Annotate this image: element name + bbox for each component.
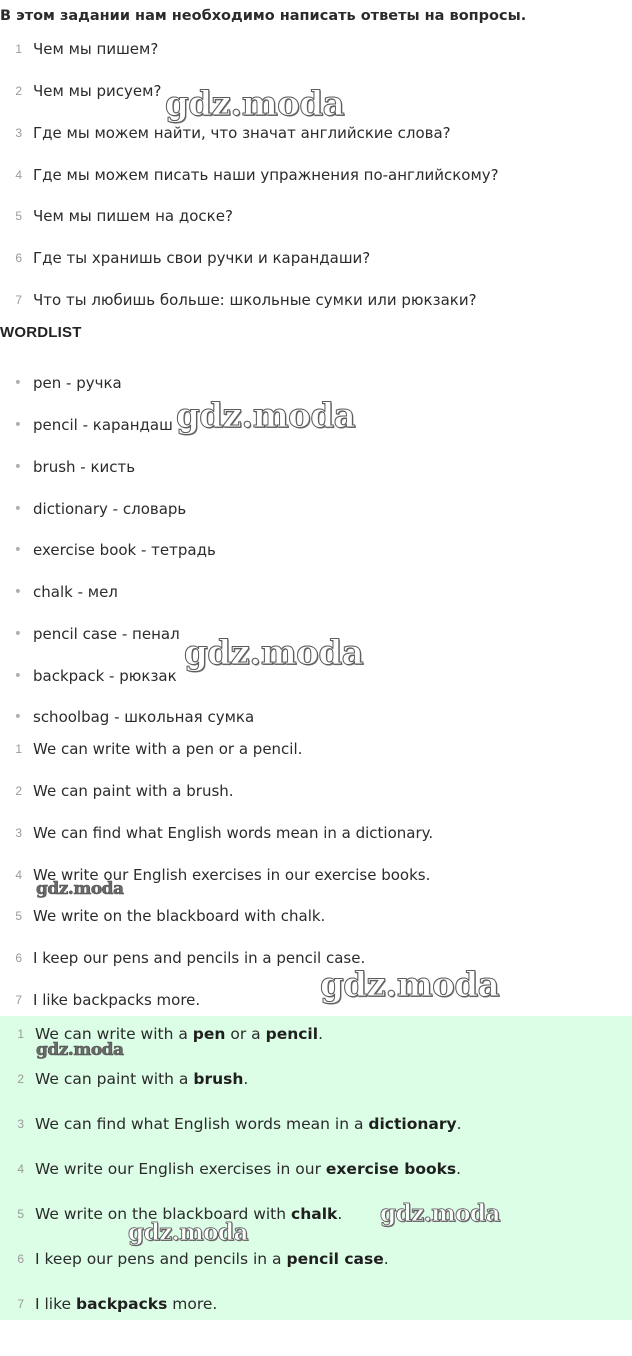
watermark-logo: gdz.moda — [36, 879, 124, 899]
answer-text: I keep our pens and pencils in a pencil case. — [33, 949, 366, 967]
question-number: 4 — [15, 168, 22, 182]
question-text: Чем мы пишем? — [33, 40, 159, 58]
question-text: Где мы можем писать наши упражнения по-английскому? — [33, 166, 499, 184]
wordlist-item — [0, 371, 632, 395]
wordlist-text: schoolbag - школьная сумка — [33, 708, 255, 726]
answer-number: 1 — [17, 1027, 24, 1041]
question-number: 5 — [15, 209, 22, 223]
bullet-icon: • — [13, 459, 22, 475]
answer-text: We write on the blackboard with chalk. — [35, 1205, 343, 1223]
bullet-icon: • — [13, 668, 22, 684]
answer-number: 3 — [17, 1117, 24, 1131]
bullet-icon: • — [13, 542, 22, 558]
bullet-icon: • — [13, 626, 22, 642]
answer-item — [0, 779, 632, 803]
question-item — [0, 204, 632, 228]
question-number: 2 — [15, 84, 22, 98]
answer-number: 2 — [17, 1072, 24, 1086]
intro-text: В этом задании нам необходимо написать ответы на вопросы. — [0, 8, 527, 24]
bullet-icon: • — [13, 501, 22, 517]
question-text: Что ты любишь больше: школьные сумки или рюкзаки? — [33, 291, 477, 309]
question-item — [0, 37, 632, 61]
question-number: 1 — [15, 42, 22, 56]
wordlist-text: dictionary - словарь — [33, 500, 187, 518]
highlighted-answer-item — [0, 1157, 632, 1181]
answer-text: We write our English exercises in our exercise books. — [33, 866, 431, 884]
question-number: 3 — [15, 126, 22, 140]
wordlist-text: exercise book - тетрадь — [33, 541, 216, 559]
answer-number: 4 — [17, 1162, 24, 1176]
answer-number: 7 — [17, 1297, 24, 1311]
wordlist-text: brush - кисть — [33, 458, 136, 476]
watermark-logo: gdz.moda — [128, 1219, 248, 1246]
wordlist-item — [0, 580, 632, 604]
answer-text: I like backpacks more. — [33, 991, 201, 1009]
answer-number: 6 — [15, 951, 22, 965]
highlighted-answer-item — [0, 1292, 632, 1316]
answer-number: 6 — [17, 1252, 24, 1266]
answer-number: 1 — [15, 742, 22, 756]
watermark-logo: gdz.moda — [380, 1200, 500, 1227]
answer-item — [0, 946, 632, 970]
watermark-logo: gdz.moda — [165, 84, 345, 124]
highlighted-answer-item — [0, 1202, 632, 1226]
answer-text: I keep our pens and pencils in a pencil case. — [35, 1250, 389, 1268]
wordlist-item — [0, 705, 632, 729]
answer-item — [0, 821, 632, 845]
watermark-logo: gdz.moda — [176, 396, 356, 436]
answer-item — [0, 988, 632, 1012]
answer-text: I like backpacks more. — [35, 1295, 218, 1313]
highlighted-answer-item — [0, 1112, 632, 1136]
bullet-icon: • — [13, 375, 22, 391]
answer-text: We can write with a pen or a pencil. — [33, 740, 303, 758]
question-item — [0, 163, 632, 187]
question-text: Чем мы пишем на доске? — [33, 207, 233, 225]
question-text: Где ты хранишь свои ручки и карандаши? — [33, 249, 371, 267]
highlighted-answer-item — [0, 1067, 632, 1091]
bullet-icon: • — [13, 417, 22, 433]
answer-text: We can find what English words mean in a dictionary. — [35, 1115, 462, 1133]
answer-item — [0, 904, 632, 928]
question-text: Где мы можем найти, что значат английские слова? — [33, 124, 451, 142]
question-item — [0, 121, 632, 145]
answer-text: We can find what English words mean in a dictionary. — [33, 824, 434, 842]
answer-text: We can paint with a brush. — [35, 1070, 249, 1088]
answer-number: 4 — [15, 868, 22, 882]
answer-text: We can paint with a brush. — [33, 782, 234, 800]
answer-item — [0, 737, 632, 761]
answer-text: We write on the blackboard with chalk. — [33, 907, 326, 925]
bullet-icon: • — [13, 709, 22, 725]
answer-number: 5 — [17, 1207, 24, 1221]
answer-number: 2 — [15, 784, 22, 798]
question-item — [0, 288, 632, 312]
wordlist-text: pencil case - пенал — [33, 625, 180, 643]
answer-text: We can write with a pen or a pencil. — [35, 1025, 323, 1043]
wordlist-heading: WORDLIST — [0, 324, 82, 341]
wordlist-item — [0, 455, 632, 479]
wordlist-item — [0, 497, 632, 521]
question-text: Чем мы рисуем? — [33, 82, 162, 100]
wordlist-text: pencil - карандаш — [33, 416, 173, 434]
wordlist-text: pen - ручка — [33, 374, 122, 392]
watermark-logo: gdz.moda — [184, 633, 364, 673]
wordlist-text: chalk - мел — [33, 583, 118, 601]
answer-number: 3 — [15, 826, 22, 840]
answer-text: We write our English exercises in our exercise books. — [35, 1160, 462, 1178]
watermark-logo: gdz.moda — [36, 1040, 124, 1060]
question-number: 7 — [15, 293, 22, 307]
answer-number: 5 — [15, 909, 22, 923]
answer-number: 7 — [15, 993, 22, 1007]
highlighted-answer-item — [0, 1247, 632, 1271]
bullet-icon: • — [13, 584, 22, 600]
question-item — [0, 246, 632, 270]
question-number: 6 — [15, 251, 22, 265]
watermark-logo: gdz.moda — [320, 965, 500, 1005]
wordlist-text: backpack - рюкзак — [33, 667, 177, 685]
wordlist-item — [0, 538, 632, 562]
